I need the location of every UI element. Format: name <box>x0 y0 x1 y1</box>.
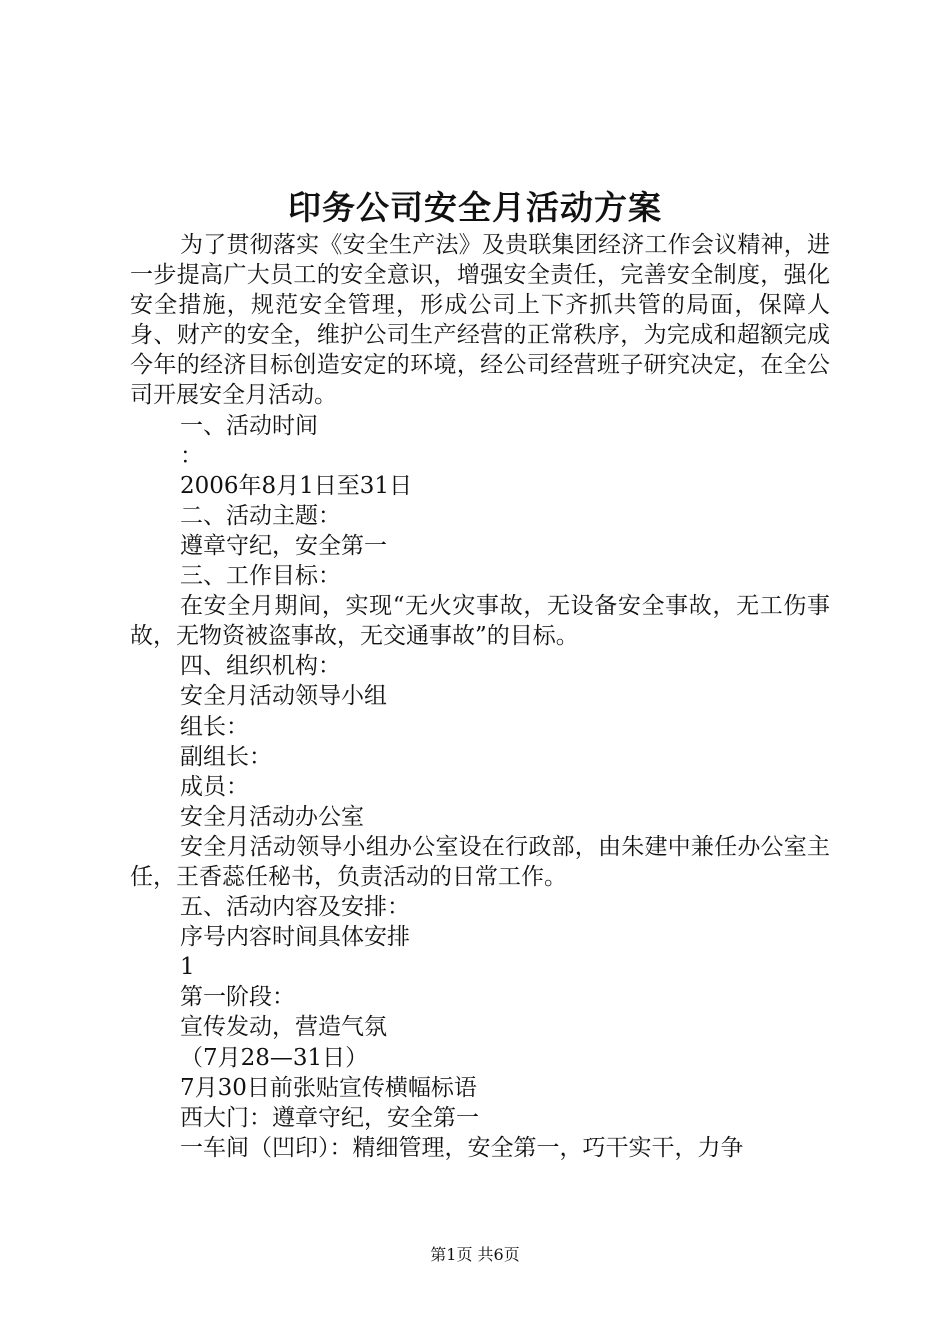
page-footer: 第1页 共6页 <box>430 1245 520 1264</box>
paragraph-leading-group: 安全月活动领导小组 <box>180 683 387 710</box>
paragraph-goal: 在安全月期间，实现“无火灾事故，无设备安全事故，无工伤事故，无物资被盗事故，无交通事故”的目标。 <box>130 593 830 650</box>
paragraph-stage-one-title: 宣传发动，营造气氛 <box>180 1014 387 1041</box>
paragraph-colon: ： <box>180 442 203 469</box>
paragraph-theme: 遵章守纪，安全第一 <box>180 532 387 559</box>
heading-work-goal: 三、工作目标： <box>180 563 341 590</box>
heading-activity-theme: 二、活动主题： <box>180 502 341 529</box>
paragraph-table-header: 序号内容时间具体安排 <box>180 924 410 951</box>
document-body <box>130 230 830 1163</box>
paragraph-workshop-one: 一车间（凹印）：精细管理，安全第一，巧干实干，力争 <box>180 1134 744 1161</box>
paragraph-activity-dates: 2006年8月1日至31日 <box>180 472 413 499</box>
paragraph-office-details: 安全月活动领导小组办公室设在行政部，由朱建中兼任办公室主任，王香蕊任秘书，负责活动的日常工作。 <box>130 833 830 890</box>
heading-organization: 四、组织机构： <box>180 653 341 680</box>
paragraph-banner-deadline: 7月30日前张贴宣传横幅标语 <box>180 1074 477 1101</box>
paragraph-intro: 为了贯彻落实《安全生产法》及贵联集团经济工作会议精神，进一步提高广大员工的安全意识，增强安全责任，完善安全制度，强化安全措施，规范安全管理，形成公司上下齐抓共管的局面，保障人身、财产的安全，维护公司生产经营的正常秩序，为完成和超额完成今年的经济目标创造安定的环境，经公司经营班子研究决定，在全公司开展安全月活动。 <box>130 232 830 409</box>
paragraph-group-leader: 组长： <box>180 713 249 740</box>
paragraph-stage-one-dates: （7月28—31日） <box>180 1044 369 1071</box>
heading-activity-time: 一、活动时间 <box>180 412 318 439</box>
heading-content-arrangement: 五、活动内容及安排： <box>180 894 410 921</box>
document-title: 印务公司安全月活动方案 <box>288 188 662 227</box>
paragraph-west-gate: 西大门：遵章守纪，安全第一 <box>180 1104 479 1131</box>
paragraph-stage-one: 第一阶段： <box>180 984 295 1011</box>
paragraph-office: 安全月活动办公室 <box>180 803 364 830</box>
paragraph-deputy-leader: 副组长： <box>180 743 272 770</box>
paragraph-serial-number: 1 <box>180 954 195 981</box>
paragraph-members: 成员： <box>180 773 249 800</box>
